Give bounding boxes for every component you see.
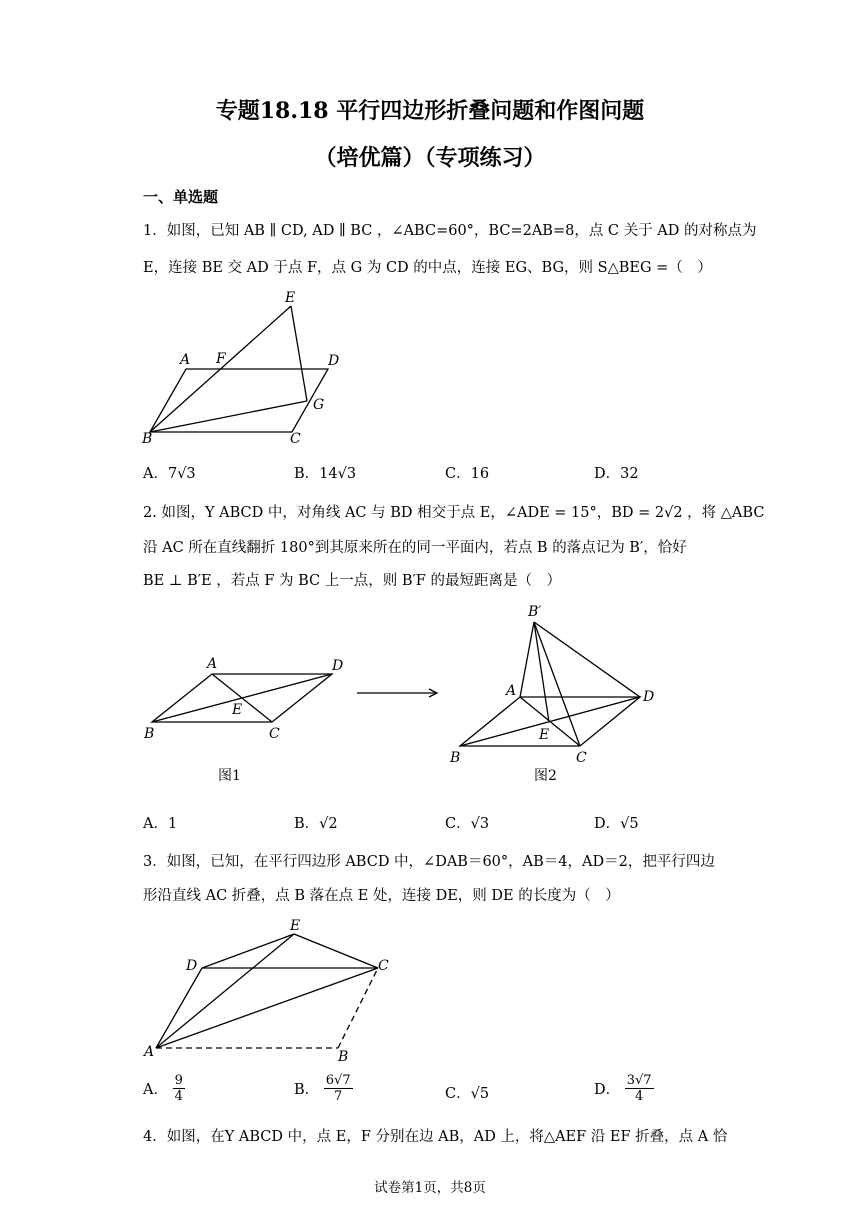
q1-option-c[interactable]: C．16	[445, 466, 490, 482]
q2-fig2-label-e: E	[539, 727, 550, 743]
page-footer: 试卷第1页，共8页	[374, 1180, 486, 1196]
q2-fig2-segment-bpe	[534, 622, 549, 722]
q3-stem-line-2: 形沿直线 AC 折叠，点 B 落在点 E 处，连接 DE，则 DE 的长度为（ ）	[143, 888, 620, 904]
q2-fig1-label-d: D	[332, 658, 344, 674]
q2-caption-2: 图2	[534, 768, 557, 784]
q3-segment-ec	[294, 934, 378, 968]
q2-fig1-label-e: E	[232, 702, 243, 718]
q2-fig1-label-c: C	[269, 726, 280, 742]
q3-option-d-fraction	[625, 1073, 654, 1104]
q2-stem-line-1: 2. 如图，Y ABCD 中，对角线 AC 与 BD 相交于点 E，∠ADE = 15°，BD = 2√2 ，将 △ABC	[143, 505, 765, 521]
q3-figure	[140, 916, 400, 1066]
q3-label-c: C	[378, 958, 389, 974]
q3-option-a-label: A．	[143, 1082, 168, 1098]
q2-arrow	[355, 686, 445, 700]
q3-option-d-denominator: 4	[635, 1089, 644, 1104]
q2-fig2-label-b: B	[450, 750, 461, 766]
q3-option-b[interactable]	[294, 1073, 353, 1104]
q1-label-a: A	[180, 352, 191, 368]
q1-figure	[138, 288, 338, 448]
q3-segment-ad	[156, 968, 202, 1048]
q2-fig1-label-a: A	[207, 656, 218, 672]
q3-option-a[interactable]	[143, 1073, 185, 1104]
q3-label-e: E	[290, 918, 301, 934]
q1-stem-line-2: E，连接 BE 交 AD 于点 F，点 G 为 CD 的中点，连接 EG、BG，则 S△BEG =（ ）	[143, 260, 712, 276]
q1-parallelogram	[150, 369, 328, 432]
q3-label-a: A	[144, 1044, 155, 1060]
q1-segment-bg	[150, 401, 307, 432]
q1-label-d: D	[328, 353, 340, 369]
q1-stem-line-1: 1．如图，已知 AB ∥ CD, AD ∥ BC ，∠ABC=60°，BC=2AB=8，点 C 关于 AD 的对称点为	[143, 223, 757, 239]
q3-option-d-label: D．	[594, 1082, 621, 1098]
q2-option-c[interactable]: C．√3	[445, 816, 490, 832]
q1-label-f: F	[216, 351, 226, 367]
q1-label-c: C	[290, 431, 301, 447]
q2-fig2-label-bprime: B′	[528, 604, 542, 620]
q3-option-d-numerator: 3√7	[626, 1073, 652, 1088]
q3-segment-de	[202, 934, 294, 968]
q3-option-d[interactable]	[594, 1073, 654, 1104]
q2-fig2-segment-bpa	[520, 622, 534, 697]
q2-stem-line-2: 沿 AC 所在直线翻折 180°到其原来所在的同一平面内，若点 B 的落点记为 B′，恰好	[143, 540, 687, 556]
title-line-2: （培优篇）（专项练习）	[314, 145, 546, 171]
q1-option-d[interactable]: D．32	[594, 466, 639, 482]
q3-segment-ae	[156, 934, 294, 1048]
q3-option-a-numerator: 9	[174, 1073, 183, 1088]
q2-fig2-segment-bpd	[534, 622, 640, 697]
q2-stem-line-3: BE ⊥ B′E ，若点 F 为 BC 上一点，则 B′F 的最短距离是（ ）	[143, 573, 561, 589]
q2-figure-1	[138, 652, 358, 792]
q2-figure-2	[446, 600, 666, 790]
q2-option-d[interactable]: D．√5	[594, 816, 639, 832]
q3-option-b-denominator: 7	[334, 1089, 343, 1104]
q3-option-c[interactable]: C．√5	[445, 1086, 490, 1102]
q1-label-g: G	[313, 397, 325, 413]
q3-option-b-fraction	[324, 1073, 353, 1104]
q3-stem-line-1: 3．如图，已知，在平行四边形 ABCD 中，∠DAB＝60°，AB＝4，AD＝2，把平行四边	[143, 854, 715, 870]
q3-option-a-fraction	[173, 1073, 185, 1104]
q3-label-b: B	[338, 1049, 349, 1065]
q2-fig1-label-b: B	[144, 726, 155, 742]
q2-caption-1: 图1	[218, 768, 241, 784]
q3-option-b-label: B．	[294, 1082, 320, 1098]
q3-option-a-denominator: 4	[174, 1089, 183, 1104]
section-heading: 一、单选题	[143, 188, 219, 206]
q2-fig2-label-d: D	[643, 689, 655, 705]
q1-segment-eg	[291, 306, 307, 401]
title-line-1: 专题18.18 平行四边形折叠问题和作图问题	[215, 98, 645, 124]
q2-fig2-diagonal-bd	[460, 697, 640, 746]
q2-option-b[interactable]: B．√2	[294, 816, 338, 832]
q1-option-a[interactable]: A．7√3	[143, 466, 196, 482]
q1-label-e: E	[285, 290, 296, 306]
q4-stem-line-1: 4．如图，在Y ABCD 中，点 E，F 分别在边 AB，AD 上，将△AEF 沿 EF 折叠，点 A 恰	[143, 1129, 728, 1145]
q2-fig2-label-c: C	[576, 750, 587, 766]
q1-label-b: B	[142, 431, 153, 447]
q3-option-b-numerator: 6√7	[325, 1073, 351, 1088]
q2-fig2-label-a: A	[506, 683, 517, 699]
q3-label-d: D	[186, 958, 198, 974]
q1-option-b[interactable]: B．14√3	[294, 466, 357, 482]
q2-option-a[interactable]: A．1	[143, 816, 178, 832]
